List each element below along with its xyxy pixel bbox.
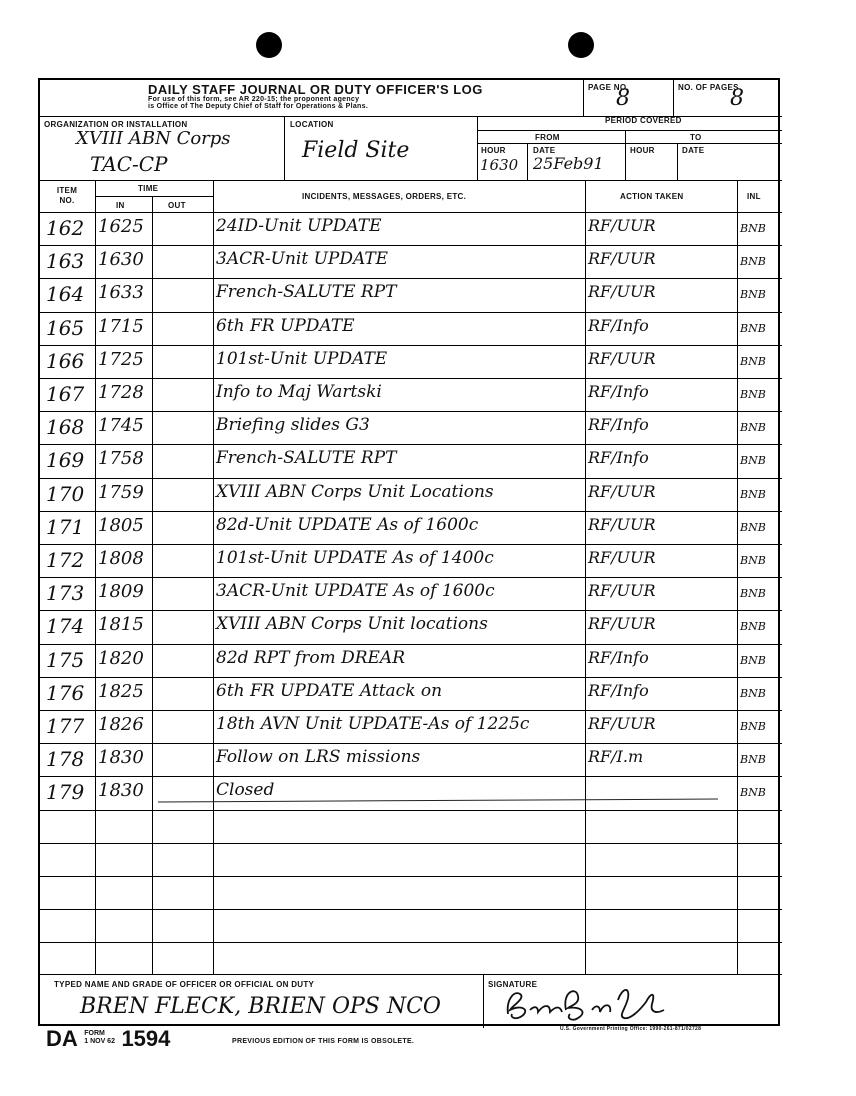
item-number[interactable]: 169 <box>46 448 85 473</box>
incident-text[interactable]: 82d RPT from DREAR <box>216 647 405 668</box>
binder-hole-left <box>256 32 282 58</box>
incident-text[interactable]: 82d-Unit UPDATE As of 1600c <box>216 514 479 535</box>
time-out-label: OUT <box>168 201 186 210</box>
to-label: TO <box>690 133 702 142</box>
incident-text[interactable]: French-SALUTE RPT <box>216 448 397 469</box>
from-hour-value[interactable]: 1630 <box>480 156 519 174</box>
incident-text[interactable]: XVIII ABN Corps Unit locations <box>216 614 488 635</box>
action-taken[interactable]: RF/Info <box>588 448 649 468</box>
action-taken[interactable]: RF/Info <box>588 647 649 667</box>
initials-label: INL <box>747 192 761 201</box>
action-taken[interactable]: RF/UUR <box>588 249 656 269</box>
initials[interactable]: BNB <box>740 288 766 302</box>
time-in[interactable]: 1820 <box>98 647 144 669</box>
to-date-label: DATE <box>682 146 705 155</box>
signature-label: SIGNATURE <box>488 980 538 989</box>
time-label: TIME <box>138 184 159 193</box>
incident-text[interactable]: Briefing slides G3 <box>216 415 370 436</box>
item-number[interactable]: 164 <box>46 282 85 307</box>
action-taken[interactable]: RF/Info <box>588 315 649 335</box>
time-in[interactable]: 1728 <box>98 382 144 403</box>
table-row <box>40 245 782 278</box>
period-label: PERIOD COVERED <box>605 116 682 125</box>
form-id-form: FORM <box>84 1030 105 1037</box>
initials[interactable]: BNB <box>740 686 766 700</box>
time-in[interactable]: 1830 <box>98 747 144 769</box>
time-in[interactable]: 1633 <box>98 282 144 304</box>
table-row <box>40 212 782 245</box>
action-taken[interactable]: RF/I.m <box>588 747 644 767</box>
time-in[interactable]: 1630 <box>98 249 144 271</box>
initials[interactable]: BNB <box>740 753 766 767</box>
item-number[interactable]: 175 <box>46 647 85 672</box>
form-subtitle-1: For use of this form, see AR 220-15; the proponent agency <box>148 96 360 103</box>
table-row <box>40 776 782 809</box>
action-taken[interactable]: RF/Info <box>588 382 649 401</box>
page-no-label: PAGE NO. <box>588 83 629 92</box>
item-number[interactable]: 166 <box>46 348 85 373</box>
gpo-imprint: U.S. Government Printing Office: 1990-261-871/02728 <box>560 1026 702 1032</box>
table-row <box>40 312 782 345</box>
binder-hole-right <box>568 32 594 58</box>
incident-text[interactable]: Follow on LRS missions <box>216 747 421 768</box>
incident-text[interactable]: 6th FR UPDATE <box>216 315 355 336</box>
item-number[interactable]: 170 <box>46 481 85 506</box>
action-taken-label: ACTION TAKEN <box>620 192 684 201</box>
incidents-label: INCIDENTS, MESSAGES, ORDERS, ETC. <box>302 192 467 201</box>
from-label: FROM <box>535 133 560 142</box>
from-date-value[interactable]: 25Feb91 <box>533 154 604 173</box>
item-number[interactable]: 167 <box>46 382 85 406</box>
incident-text[interactable]: 3ACR-Unit UPDATE As of 1600c <box>216 581 495 602</box>
from-date-label: DATE <box>533 146 556 155</box>
action-taken[interactable]: RF/UUR <box>588 481 656 501</box>
table-row <box>40 478 782 511</box>
incident-text[interactable]: French-SALUTE RPT <box>216 282 397 303</box>
form-id-number: 1594 <box>121 1026 171 1051</box>
location-label: LOCATION <box>290 120 334 129</box>
action-taken[interactable]: RF/UUR <box>588 614 656 634</box>
action-taken[interactable]: RF/UUR <box>588 514 656 534</box>
initials[interactable]: BNB <box>740 421 766 435</box>
form-subtitle-2: is Office of The Deputy Chief of Staff for Operations & Plans. <box>148 103 369 110</box>
item-number[interactable]: 162 <box>46 216 85 240</box>
time-in[interactable]: 1805 <box>98 514 144 536</box>
action-taken[interactable]: RF/UUR <box>588 282 656 302</box>
initials[interactable]: BNB <box>740 454 766 468</box>
action-taken[interactable]: RF/UUR <box>588 714 656 733</box>
initials[interactable]: BNB <box>740 321 766 335</box>
initials[interactable]: BNB <box>740 653 766 667</box>
initials[interactable]: BNB <box>740 222 766 235</box>
item-number[interactable]: 163 <box>46 249 85 274</box>
initials[interactable]: BNB <box>740 554 766 567</box>
page-no-value[interactable]: 8 <box>616 86 630 111</box>
incident-text[interactable]: 101st-Unit UPDATE <box>216 348 388 369</box>
action-taken[interactable]: RF/UUR <box>588 548 656 567</box>
form-id <box>46 1026 170 1052</box>
incident-text[interactable]: Info to Maj Wartski <box>216 382 382 402</box>
time-in[interactable]: 1825 <box>98 680 144 702</box>
time-in[interactable]: 1809 <box>98 581 144 603</box>
initials[interactable]: BNB <box>740 388 766 401</box>
item-number[interactable]: 172 <box>46 548 85 572</box>
to-hour-label: HOUR <box>630 146 655 155</box>
time-in[interactable]: 1625 <box>98 216 144 237</box>
previous-edition-note: PREVIOUS EDITION OF THIS FORM IS OBSOLETE. <box>232 1038 415 1045</box>
initials[interactable]: BNB <box>740 255 766 269</box>
action-taken[interactable]: RF/UUR <box>588 216 656 235</box>
incident-text[interactable]: 6th FR UPDATE Attack on <box>216 680 443 701</box>
incident-text[interactable]: 101st-Unit UPDATE As of 1400c <box>216 548 494 568</box>
initials[interactable]: BNB <box>740 786 766 800</box>
no-of-pages-label: NO. OF PAGES <box>678 83 739 92</box>
table-row <box>40 544 782 577</box>
table-row <box>40 677 782 710</box>
table-row <box>40 411 782 444</box>
action-taken[interactable]: RF/UUR <box>588 581 656 601</box>
time-in[interactable]: 1725 <box>98 348 144 370</box>
action-taken[interactable]: RF/Info <box>588 415 649 435</box>
time-in[interactable]: 1745 <box>98 415 144 437</box>
incident-text[interactable]: Closed <box>216 780 275 801</box>
initials[interactable]: BNB <box>740 587 766 601</box>
initials[interactable]: BNB <box>740 720 766 733</box>
action-taken[interactable]: RF/Info <box>588 680 649 700</box>
org-line2[interactable]: TAC-CP <box>90 152 168 176</box>
form-title: DAILY STAFF JOURNAL OR DUTY OFFICER'S LOG <box>148 82 483 97</box>
initials[interactable]: BNB <box>740 620 766 634</box>
table-row <box>40 743 782 776</box>
item-number[interactable]: 165 <box>46 315 85 340</box>
time-in[interactable]: 1808 <box>98 548 144 569</box>
table-row <box>40 710 782 743</box>
table-row <box>40 511 782 544</box>
item-number[interactable]: 177 <box>46 714 85 738</box>
incident-text[interactable]: 24ID-Unit UPDATE <box>216 216 382 236</box>
signature-image <box>500 980 670 1024</box>
org-line1[interactable]: XVIII ABN Corps <box>76 128 231 149</box>
time-in[interactable]: 1830 <box>98 780 144 802</box>
time-in[interactable]: 1826 <box>98 714 144 735</box>
officer-label: TYPED NAME AND GRADE OF OFFICER OR OFFICIAL ON DUTY <box>54 980 315 989</box>
initials[interactable]: BNB <box>740 487 766 501</box>
item-number[interactable]: 173 <box>46 581 85 606</box>
incident-text[interactable]: 18th AVN Unit UPDATE-As of 1225c <box>216 714 530 734</box>
duty-log-form <box>38 78 780 1026</box>
table-row <box>40 577 782 610</box>
form-id-date: 1 NOV 62 <box>84 1038 115 1045</box>
action-taken[interactable]: RF/UUR <box>588 348 656 368</box>
time-in[interactable]: 1715 <box>98 315 144 337</box>
table-row <box>40 444 782 477</box>
time-in[interactable]: 1758 <box>98 448 144 470</box>
item-no-label: ITEM NO. <box>56 186 78 205</box>
item-number[interactable]: 176 <box>46 680 85 705</box>
officer-name[interactable]: BREN FLECK, BRIEN OPS NCO <box>80 994 441 1019</box>
item-number[interactable]: 168 <box>46 415 85 440</box>
location-value[interactable]: Field Site <box>302 138 410 163</box>
item-number[interactable]: 171 <box>46 514 85 539</box>
time-in[interactable]: 1815 <box>98 614 144 636</box>
org-label: ORGANIZATION OR INSTALLATION <box>44 120 188 129</box>
time-in[interactable]: 1759 <box>98 481 144 503</box>
incident-text[interactable]: 3ACR-Unit UPDATE <box>216 249 389 270</box>
incident-text[interactable]: XVIII ABN Corps Unit Locations <box>216 481 494 502</box>
item-number[interactable]: 179 <box>46 780 85 805</box>
initials[interactable]: BNB <box>740 520 766 534</box>
from-hour-label: HOUR <box>481 146 506 155</box>
table-row <box>40 278 782 311</box>
item-number[interactable]: 178 <box>46 747 85 772</box>
no-of-pages-value[interactable]: 8 <box>730 86 744 111</box>
table-row <box>40 644 782 677</box>
table-row <box>40 345 782 378</box>
time-in-label: IN <box>116 201 125 210</box>
table-row <box>40 378 782 411</box>
item-number[interactable]: 174 <box>46 614 85 639</box>
table-row <box>40 610 782 643</box>
initials[interactable]: BNB <box>740 354 766 368</box>
form-id-da: DA <box>46 1026 78 1051</box>
